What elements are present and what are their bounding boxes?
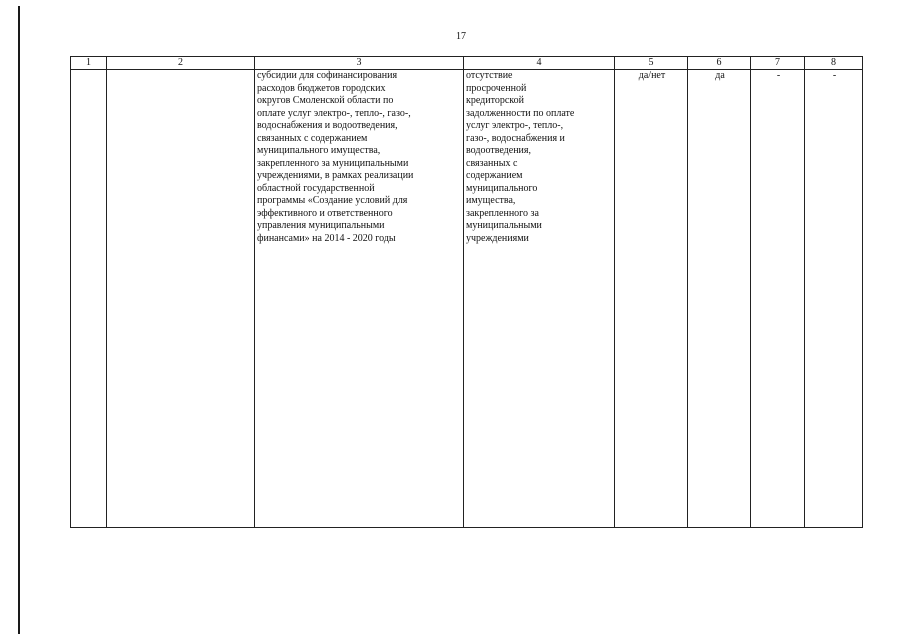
page-number: 17: [456, 31, 466, 42]
cell-col5: да/нет: [615, 70, 688, 528]
cell-col6: да: [688, 70, 751, 528]
column-header-3: 3: [255, 57, 464, 70]
cell-col2: [107, 70, 255, 528]
column-header-4: 4: [464, 57, 615, 70]
data-table: [70, 56, 863, 528]
column-header-8: 8: [805, 57, 863, 70]
column-header-6: 6: [688, 57, 751, 70]
column-header-5: 5: [615, 57, 688, 70]
column-header-1: 1: [71, 57, 107, 70]
cell-condition: отсутствие просроченной кредиторской задолженности по оплате услуг электро-, тепло-, газо-, водоснабжения и водоотведения, связанных с содержанием муниципального имущества, закрепленного за муниципальными учреждениями: [464, 70, 615, 528]
cell-col1: [71, 70, 107, 528]
column-header-2: 2: [107, 57, 255, 70]
table-header-row: [71, 57, 863, 70]
cell-subsidy-description: субсидии для софинансирования расходов бюджетов городских округов Смоленской области по оплате услуг электро-, тепло-, газо-, водоснабжения и водоотведения, связанных с содержанием муниципального имущества, закрепленного за муниципальными учреждениями, в рамках реализации областной государственной программы «Создание условий для эффективного и ответственного управления муниципальными финансами» на 2014 - 2020 годы: [255, 70, 464, 528]
table-row: [71, 70, 863, 528]
column-header-7: 7: [751, 57, 805, 70]
scan-edge-line: [18, 6, 20, 634]
cell-col8: -: [805, 70, 863, 528]
cell-col7: -: [751, 70, 805, 528]
